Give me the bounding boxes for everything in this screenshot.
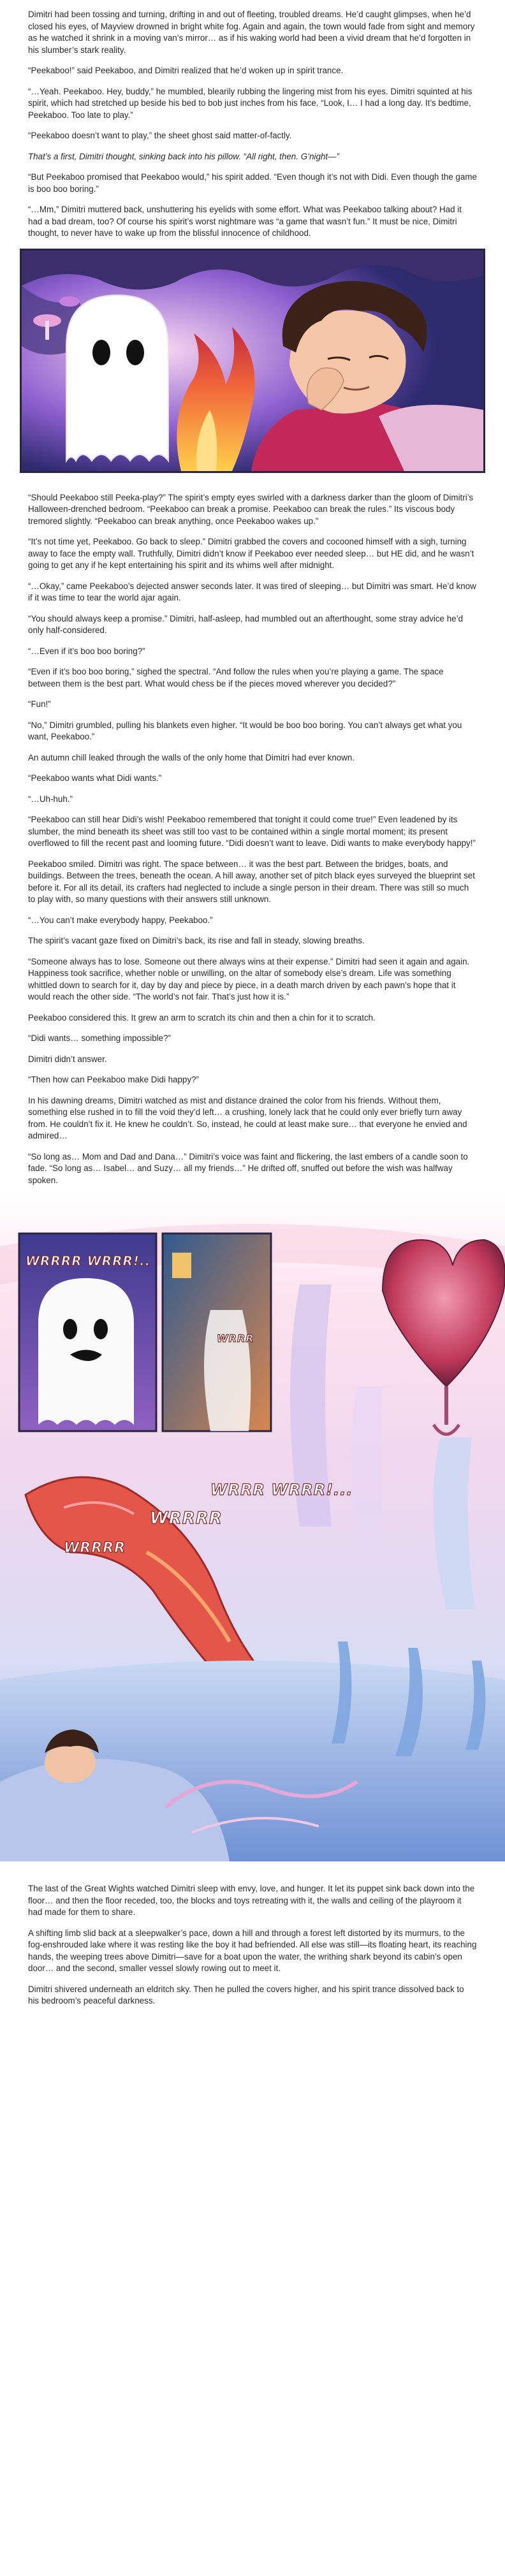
paragraph: “Peekaboo wants what Didi wants.” [28, 773, 162, 783]
paragraph: The spirit’s vacant gaze fixed on Dimitri’s back, its rise and fall in steady, slowing breaths. [28, 936, 365, 945]
paragraph: “So long as… Mom and Dad and Dana…” Dimitri’s voice was faint and flickering, the last embers of a candle soon to fade. “So long as… Isabel… and Suzy… all my friends…” He drifted off, snuffed out before the wish was halfway spoken. [28, 1151, 468, 1185]
inset-panel-ghost [19, 1233, 156, 1431]
story-text-part-3 [0, 1874, 505, 2007]
sheet-ghost-icon [66, 295, 168, 461]
sfx-text: WRRR [217, 1332, 254, 1344]
paragraph: A shifting limb slid back at a sleepwalker’s pace, down a hill and through a forest left distorted by its murmurs, to the fog-enshrouded lake where it was resting like the boy it had befriended. All else was still—its floating heart, its reaching hands, the weeping trees above Dimitri—save for a boat upon the water, the writhing shark beyond its cabin’s open door… and the second, smaller vessel slowly rowing out to meet it. [28, 1928, 477, 1973]
paragraph: Dimitri shivered underneath an eldritch sky. Then he pulled the covers higher, and his spirit trance dissolved back to his bedroom’s peaceful darkness. [28, 1984, 464, 2005]
paragraph: “But Peekaboo promised that Peekaboo would,” his spirit added. “Even though it’s not with Didi. Even though the game is boo boo boring.” [28, 172, 477, 194]
paragraph: “…You can’t make everybody happy, Peekaboo.” [28, 915, 213, 925]
illustration-ghost-and-boy [20, 249, 485, 473]
paragraph: “…Okay,” came Peekaboo’s dejected answer seconds later. It was tired of sleeping… but Dimitri was smart. He’d know if it was time to tear the world ajar again. [28, 581, 476, 602]
paragraph: Dimitri didn’t answer. [28, 1054, 107, 1064]
thought-text: That’s a first, Dimitri thought, sinking back into his pillow. “All right, then. G’night—” [28, 151, 339, 161]
paragraph: Peekaboo considered this. It grew an arm to scratch its chin and then a chin for it to scratch. [28, 1012, 376, 1022]
paragraph: “Didi wants… something impossible?” [28, 1033, 172, 1043]
illustration-lake-splash [0, 1195, 505, 1861]
sfx-text: WRRRR [150, 1509, 223, 1528]
paragraph: “Then how can Peekaboo make Didi happy?” [28, 1075, 199, 1084]
paragraph: “…Mm,” Dimitri muttered back, unshuttering his eyelids with some effort. What was Peekaboo talking about? Had it had a bad dream, too? Of course his spirit’s worst nightmare was “a game that wasn’t fun.” It must be nice, Dimitri thought, to never have to wake up from the blissful innocence of childhood. [28, 205, 462, 238]
paragraph: “Should Peekaboo still Peeka-play?” The spirit’s empty eyes swirled with a darkness darker than the gloom of Dimitri’s Halloween-drenched bedroom. “Peekaboo can break a promise. Peekaboo can break the rules.” Its viscous body tremored slightly. “Peekaboo can break anything, once Peekaboo wakes up.” [28, 492, 474, 526]
paragraph: In his dawning dreams, Dimitri watched as mist and distance drained the color from his friends. Without them, something else rushed in to fill the void they’d left… a crushing, lonely lack that he could only ever briefly turn away from. He couldn’t fix it. He knew he couldn’t. So, instead, he could at least make sure… that everyone he envied and admired… [28, 1095, 467, 1140]
paragraph: “Peekaboo doesn’t want to play,” the sheet ghost said matter-of-factly. [28, 131, 292, 140]
paragraph: “Peekaboo can still hear Didi’s wish! Peekaboo remembered that tonight it could come true!” Even leadened by its slumber, the mind beneath its sheet was still too vast to be contained within a single mortal moment; its present overflowed to fill the recent past and looming future. “Didi doesn’t want to leave. Didi wants to make everybody happy!” [28, 815, 476, 848]
illustration-art [22, 251, 483, 471]
story-text-part-2 [0, 483, 505, 1187]
paragraph: “…Uh-huh.” [28, 794, 73, 804]
paragraph: Dimitri had been tossing and turning, drifting in and out of fleeting, troubled dreams. He’d caught glimpses, when he’d closed his eyes, of Mayview drowned in bright white fog. Again and again, the town would fade from sight and memory as he watched it shrink in a moving van’s mirror… as if his waking world had been a vivid dream that he’d forgotten in his slumber’s stark reality. [28, 10, 475, 55]
inset-panel-doorway [163, 1233, 271, 1431]
paragraph: “…Yeah. Peekaboo. Hey, buddy,” he mumbled, blearily rubbing the lingering mist from his eyes. Dimitri squinted at his spirit, which had stretched up beside his bed to bob just inches from his face. “Look, I… I had a long day. It’s bedtime, Peekaboo. Too late to play.” [28, 86, 472, 120]
paragraph: An autumn chill leaked through the walls of the only home that Dimitri had ever known. [28, 752, 355, 762]
paragraph: “Peekaboo!” said Peekaboo, and Dimitri realized that he’d woken up in spirit trance. [28, 66, 344, 75]
sfx-text: WRRRR WRRR!.. [26, 1253, 151, 1269]
sfx-text: WRRRR [64, 1540, 126, 1556]
paragraph: The last of the Great Wights watched Dimitri sleep with envy, love, and hunger. It let its puppet sink back down into the floor… and then the floor receded, too, the blocks and toys retreating with it, the walls and ceiling of the playroom it had made for them to share. [28, 1884, 475, 1917]
paragraph: “No,” Dimitri grumbled, pulling his blankets even higher. “It would be boo boo boring. You can’t always get what you want, Peekaboo.” [28, 720, 462, 741]
paragraph: Peekaboo smiled. Dimitri was right. The space between… it was the best part. Between the bridges, boats, and buildings. Between the trees, beneath the ocean. A hill away, another set of pitch black eyes surveyed the blueprint set before it. For all its detail, its crafters had neglected to include a single person in their dream. There was still so much to play with, so many questions with their answers still unknown. [28, 859, 475, 904]
paragraph: “Fun!” [28, 699, 51, 709]
paragraph: “Someone always has to lose. Someone out there always wins at their expense.” Dimitri had seen it again and again. Happiness took sacrifice, whether noble or unwilling, on the altar of somebody else’s dream. Life was something whittled down to search for it, day by day and piece by piece, in a death march driven by each pawn’s hope that it would reach the other side. “The world’s not fair. That’s just how it is.” [28, 956, 470, 1001]
paragraph: “…Even if it’s boo boo boring?” [28, 646, 145, 656]
paragraph: “Even if it’s boo boo boring,” sighed the spectral. “And follow the rules when you’re playing a game. The space between them is the best part. What would chess be if the pieces moved wherever you decided?” [28, 667, 444, 688]
paragraph-italic-thought [28, 151, 477, 163]
sfx-text: WRRR WRRR!... [210, 1481, 353, 1499]
story-text-part-1 [0, 0, 505, 240]
splash-art [0, 1195, 505, 1861]
paragraph: “You should always keep a promise.” Dimitri, half-asleep, had mumbled out an afterthought, some stray advice he’d only half-considered. [28, 613, 464, 635]
paragraph: “It’s not time yet, Peekaboo. Go back to sleep.” Dimitri grabbed the covers and cocooned himself with a sigh, turning away to face the empty wall. Truthfully, Dimitri didn’t know if Peekaboo ever needed sleep… but HE did, and he wasn’t going to get any if he kept entertaining his spirit and its whims well after midnight. [28, 537, 474, 570]
